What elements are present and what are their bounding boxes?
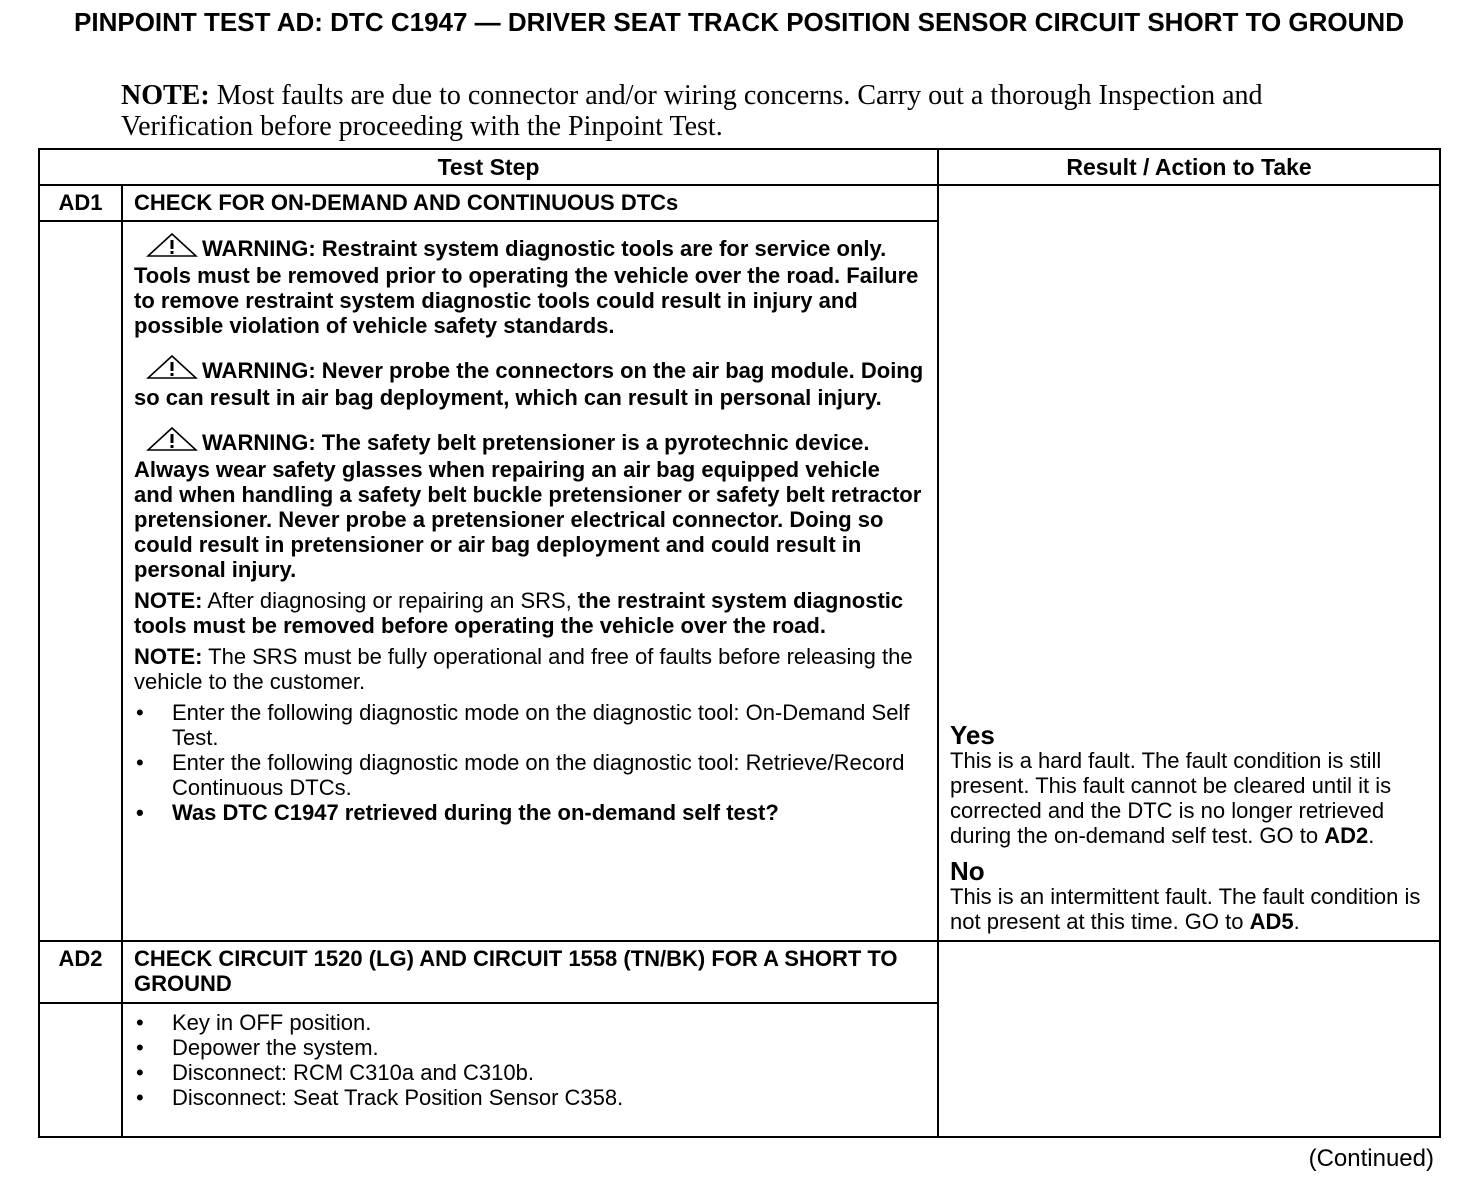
note-label: NOTE: <box>121 80 210 111</box>
step-body-ad2 <box>122 1003 938 1137</box>
warning-3: WARNING: The safety belt pretensioner is a pyrotechnic device. Always wear safety glasses when repairing an air bag equipped vehicle and when handling a safety belt buckle pretensioner or safety belt retractor pretensioner. Never probe a pretensioner electrical connector. Doing so could result in pretensioner or air bag deployment and could result in personal injury. <box>134 426 925 582</box>
result-no-label: No <box>950 856 985 886</box>
step-body-ad1 <box>122 221 938 941</box>
list-item: • Enter the following diagnostic mode on the diagnostic tool: Retrieve/Record Continuous DTCs. <box>134 750 925 800</box>
warning-1: WARNING: Restraint system diagnostic tools are for service only. Tools must be removed prior to operating the vehicle over the road. Failure to remove restraint system diagnostic tools could result in injury and possible violation of vehicle safety standards. <box>134 232 925 338</box>
step-list-ad2 <box>134 1010 925 1110</box>
step-id-spacer <box>39 221 122 941</box>
step-list-ad1 <box>134 700 925 825</box>
result-ad2 <box>938 941 1440 1137</box>
list-item: • Depower the system. <box>134 1035 925 1060</box>
step-id-ad1: AD1 <box>39 185 122 221</box>
step-heading-ad2: CHECK CIRCUIT 1520 (LG) AND CIRCUIT 1558 (TN/BK) FOR A SHORT TO GROUND <box>122 941 938 1003</box>
list-item: • Was DTC C1947 retrieved during the on-demand self test? <box>134 800 925 825</box>
test-step-header: Test Step <box>39 149 938 185</box>
goto-ad2-link[interactable]: AD2 <box>1324 823 1369 848</box>
warning-triangle-icon <box>146 354 202 385</box>
goto-ad5-link[interactable]: AD5 <box>1249 909 1294 934</box>
list-item: • Disconnect: Seat Track Position Sensor C358. <box>134 1085 925 1110</box>
ad2-heading-row <box>39 941 1440 1003</box>
continued-label: (Continued) <box>1308 1145 1434 1172</box>
result-yes-label: Yes <box>950 720 995 750</box>
step-id-spacer <box>39 1003 122 1137</box>
result-yes-text: This is a hard fault. The fault condition is still present. This fault cannot be cleared until it is corrected and the DTC is no longer retrieved during the on-demand self test. GO to AD2. <box>950 748 1392 848</box>
step-id-ad2: AD2 <box>39 941 122 1003</box>
result-no-text: This is an intermittent fault. The fault condition is not present at this time. GO to AD5. <box>950 884 1421 934</box>
ad1-heading-row <box>39 185 1440 221</box>
table-header-row <box>39 149 1440 185</box>
list-item: • Key in OFF position. <box>134 1010 925 1035</box>
result-header: Result / Action to Take <box>938 149 1440 185</box>
page-title: PINPOINT TEST AD: DTC C1947 — DRIVER SEAT TRACK POSITION SENSOR CIRCUIT SHORT TO GROUND <box>74 7 1404 37</box>
list-item: • Disconnect: RCM C310a and C310b. <box>134 1060 925 1085</box>
intro-note <box>121 80 1301 142</box>
pinpoint-test-table <box>38 148 1441 1138</box>
warning-2: WARNING: Never probe the connectors on the air bag module. Doing so can result in air bag deployment, which can result in personal injury. <box>134 354 925 410</box>
note-1: NOTE: After diagnosing or repairing an SRS, the restraint system diagnostic tools must be removed before operating the vehicle over the road. <box>134 588 904 638</box>
result-ad1 <box>938 185 1440 941</box>
warning-triangle-icon <box>146 426 202 457</box>
note-text: Most faults are due to connector and/or wiring concerns. Carry out a thorough Inspection and Verification before proceeding with the Pinpoint Test. <box>121 80 1263 142</box>
note-2: NOTE: The SRS must be fully operational and free of faults before releasing the vehicle to the customer. <box>134 644 913 694</box>
step-heading-ad1: CHECK FOR ON-DEMAND AND CONTINUOUS DTCs <box>122 185 938 221</box>
warning-triangle-icon <box>146 232 202 263</box>
list-item: • Enter the following diagnostic mode on the diagnostic tool: On-Demand Self Test. <box>134 700 925 750</box>
